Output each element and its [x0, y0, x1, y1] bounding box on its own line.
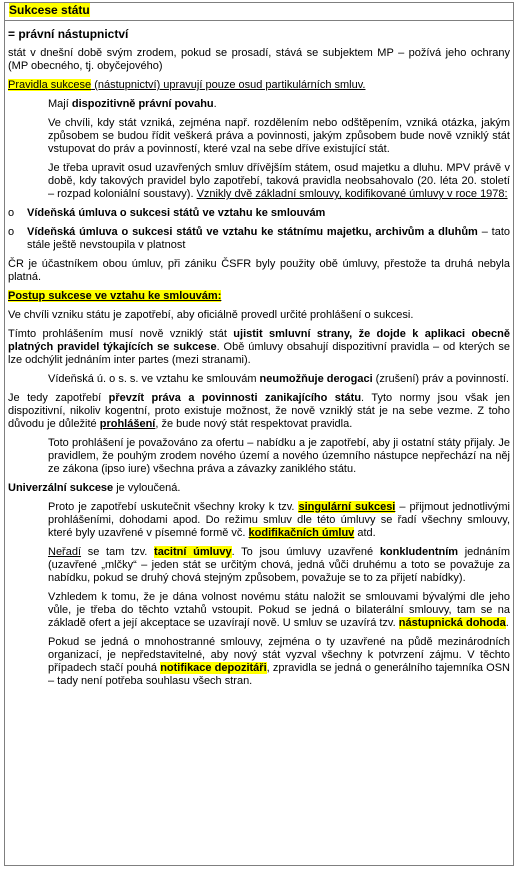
text-nastupnictvi: (nástupnictví) upravují pouze osud partikulárních smluv. [91, 79, 366, 91]
text: , že bude nový stát respektovat pravidla. [155, 418, 353, 430]
page-title: Sukcese státu [9, 3, 90, 17]
title-box [5, 3, 513, 21]
paragraph-stat: stát v dnešní době svým zrodem, pokud se prosadí, stává se subjektem MP – požívá jeho ochrany (MP obecného, tj. obyčejového) [8, 47, 510, 72]
paragraph-pokud [48, 636, 510, 688]
bold-dispozitivni-povaha: dispozitivně právní povahu [71, 98, 214, 110]
heading-postup [8, 290, 510, 303]
heading-postup-text: Postup sukcese ve vztahu ke smlouvám: [8, 290, 222, 302]
bold-ujistit: ujistit smluvní strany, že dojde k aplikaci obecně platných pravidel týkajících se sukcese [8, 328, 510, 353]
paragraph-vzhledem [48, 591, 510, 630]
document-body [5, 21, 513, 688]
highlight-singularni: singulární sukcesi [298, 501, 396, 513]
highlight-pravidla-sukcese: Pravidla sukcese [8, 79, 92, 91]
text: Je třeba upravit osud uzavřených smluv dřívějším státem, osud majetku a dluhu. MPV právě v době, kdy takových pravidel bylo zapotřebí, taková pravidla neobsahovalo (20. léta 20. století – rozpad koloniální soustavy). [48, 162, 510, 200]
paragraph-univerzalni [8, 482, 510, 495]
underline-neradi: Neřadí [48, 546, 82, 558]
bold-prevzit: převzít práva a povinnosti zanikajícího státu [108, 392, 362, 404]
paragraph-cr: ČR je účastníkem obou úmluv, při zániku ČSFR byly použity obě úmluvy, přestože ta druhá nebyla platná. [8, 258, 510, 283]
text: . Obě úmluvy obsahují dispozitivní pravidla – od kterých se lze odchýlit jednáním inter partes (mezi stranami). [8, 341, 510, 366]
text: (zrušení) práv a povinností. [372, 373, 509, 385]
paragraph-dispozitivni [48, 98, 510, 111]
bold-derogace: neumožňuje derogaci [259, 373, 373, 385]
list-item-vienna-treaties [8, 207, 510, 220]
text: . Tyto normy jsou však jen dispozitivní, nikoliv kogentní, proto existuje možnost, že nově vzniklý stát je na sebe vezme. Z toho důvodu je důležité [8, 392, 510, 430]
text: Tímto prohlášením musí nově vzniklý stát [8, 328, 234, 340]
text: . [213, 98, 217, 110]
paragraph-ve-chvili: Ve chvíli, kdy stát vzniká, zejména např. rozdělením nebo odštěpením, vzniká otázka, jakým způsobem se budou řídit veškerá práva a povinnosti, jakým způsobem bude nově vzniklý stát vstupovat do práv a povinností, které vzal na sebe dříve existující stát. [48, 117, 510, 155]
paragraph-je-treba [48, 162, 510, 201]
underline-vznikly-smlouvy: Vznikly dvě základní smlouvy, kodifikované úmluvy v roce 1978: [196, 188, 508, 200]
text: – přijmout jednotlivými prohlášeními, dohodami apod. Do režimu smluv dle této úmluvy se řadí všechny smlouvy, které byly uzavřené v písemné formě vč. [48, 501, 511, 539]
text: . [505, 617, 509, 629]
list-item-text: Vídeňská úmluva o sukcesi států ve vztahu ke smlouvám [27, 207, 326, 219]
highlight-kodifikacni: kodifikačních úmluv [248, 527, 355, 539]
text: Proto je zapotřebí uskutečnit všechny kroky k tzv. [48, 501, 299, 513]
paragraph-neradi [48, 546, 510, 585]
paragraph-toto-prohlaseni: Toto prohlášení je považováno za ofertu – nabídku a je zapotřebí, aby ji ostatní státy přijaly. Je pravidlem, že pouhým zrodem nového území a nového územního nástupce nepřechází na něj ze zákona (ipso iure) všechna práva a závazky zaniklého státu. [48, 437, 510, 475]
heading-pravni-nastupnictvi: = právní nástupnictví [8, 27, 129, 41]
paragraph-pravidla-sukcese [8, 79, 510, 92]
highlight-notifikace: notifikace depozitáři [160, 662, 267, 674]
text: Vídeňská ú. o s. s. ve vztahu ke smlouvám [48, 373, 260, 385]
list-item-bold: Vídeňská úmluva o sukcesi států ve vztahu ke státnímu majetku, archivům a dluhům [27, 226, 478, 238]
list-item-vienna-property [8, 226, 510, 252]
text: . To jsou úmluvy uzavřené [231, 546, 380, 558]
bold-univerzalni: Univerzální sukcese [8, 482, 114, 494]
text: se tam tzv. [81, 546, 155, 558]
bullet: o [8, 207, 15, 219]
text: Pokud se jedná o mnohostranné smlouvy, zejména o ty uzavřené na půdě mezinárodních organizací, je nepředstavitelné, aby nový stát vyzval všechny k potvrzení zájmu. V těchto případech stačí pouhá [48, 636, 510, 674]
text: Vzhledem k tomu, že je dána volnost novému státu naložit se smlouvami bývalými dle jeho vůle, je třeba do těchto vztahů vstoupit. Pokud se jedná o bilaterální smlouvy, tam se na základě ofert a její akceptace se uzavírají nově. U smluv se uzavírá tzv. [48, 591, 510, 629]
highlight-nastupnicka: nástupnická dohoda [398, 617, 506, 629]
text: Mají [48, 98, 72, 110]
bold-prohlaseni: prohlášení [99, 418, 156, 430]
paragraph-je-tedy [8, 392, 510, 431]
text: Je tedy zapotřebí [8, 392, 109, 404]
paragraph-proto [48, 501, 510, 540]
bullet: o [8, 226, 15, 238]
highlight-tacitni: tacitní úmluvy [154, 546, 232, 558]
bold-konkludentnim: konkludentním [379, 546, 459, 558]
list-item-text: – tato stále ještě nevstoupila v platnost [27, 226, 510, 251]
paragraph-videnska [48, 373, 510, 386]
paragraph-timto [8, 328, 510, 367]
paragraph-ve-chvili-vzniku: Ve chvíli vzniku státu je zapotřebí, aby oficiálně provedl určité prohlášení o sukcesi. [8, 309, 414, 321]
text: atd. [354, 527, 376, 539]
document-page [4, 2, 514, 866]
text: jednáním (uzavřené „mlčky“ – jeden stát se určitým chová, jedná vůči druhému a toto se považuje za nabídku, pokud se druhý chová stejným způsobem, považuje se to za přijetí nabídky). [48, 546, 510, 584]
text: , zpravidla se jedná o generálního tajemníka OSN – tady není potřeba souhlasu všech stran. [48, 662, 510, 687]
text: je vyloučená. [113, 482, 181, 494]
